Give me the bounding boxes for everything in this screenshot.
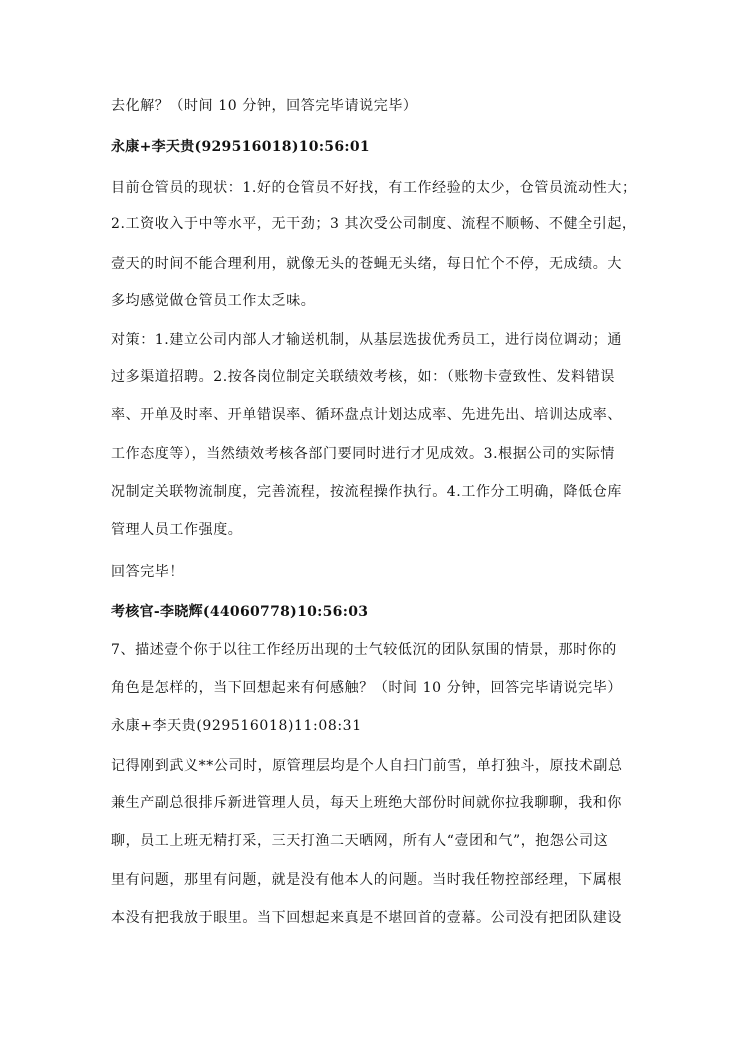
text-line: 里有问题，那里有问题，就是没有他本人的问题。当时我任物控部经理，下属根 <box>111 872 622 888</box>
text-line: 7、描述壹个你于以往工作经历出现的士气较低沉的团队氛围的情景，那时你的 <box>111 642 617 658</box>
text-line: 率、开单及时率、开单错误率、循环盘点计划达成率、先进先出、培训达成率、 <box>111 407 622 423</box>
text-line: 壹天的时间不能合理利用，就像无头的苍蝇无头绪，每日忙个不停，无成绩。大 <box>111 256 622 272</box>
text-line: 目前仓管员的现状：1.好的仓管员不好找，有工作经验的太少，仓管员流动性大； <box>111 180 637 196</box>
text-line: 况制定关联物流制度，完善流程，按流程操作执行。4.工作分工明确，降低仓库 <box>111 484 622 500</box>
text-line: 管理人员工作强度。 <box>111 522 243 538</box>
text-line: 角色是怎样的，当下回想起来有何感触？（时间 10 分钟，回答完毕请说完毕） <box>111 680 622 696</box>
text-line: 兼生产副总很排斥新进管理人员，每天上班绝大部份时间就你拉我聊聊，我和你 <box>111 795 622 811</box>
text-line: 聊，员工上班无精打采，三天打渔二天晒网，所有人“壹团和气”，抱怨公司这 <box>111 833 609 849</box>
speaker-line: 考核官-李晓辉(44060778)10:56:03 <box>111 604 369 620</box>
text-line: 多均感觉做仓管员工作太乏味。 <box>111 293 316 309</box>
text-line: 记得刚到武义**公司时，原管理层均是个人自扫门前雪，单打独斗，原技术副总 <box>111 758 623 774</box>
text-line: 过多渠道招聘。2.按各岗位制定关联绩效考核，如：（账物卡壹致性、发料错误 <box>111 369 615 385</box>
text-line: 本没有把我放于眼里。当下回想起来真是不堪回首的壹幕。公司没有把团队建设 <box>111 910 622 926</box>
text-line: 工作态度等），当然绩效考核各部门要同时进行才见成效。3.根据公司的实际情 <box>111 446 615 462</box>
text-line: 2.工资收入于中等水平，无干劲；3 其次受公司制度、流程不顺畅、不健全引起， <box>111 216 637 232</box>
text-line: 对策：1.建立公司内部人才输送机制，从基层选拔优秀员工，进行岗位调动；通 <box>111 332 622 348</box>
text-line: 去化解？（时间 10 分钟，回答完毕请说完毕） <box>111 98 418 114</box>
speaker-line: 永康+李天贵(929516018)10:56:01 <box>111 139 370 155</box>
text-line: 回答完毕！ <box>111 564 184 580</box>
speaker-line: 永康+李天贵(929516018)11:08:31 <box>111 718 362 734</box>
